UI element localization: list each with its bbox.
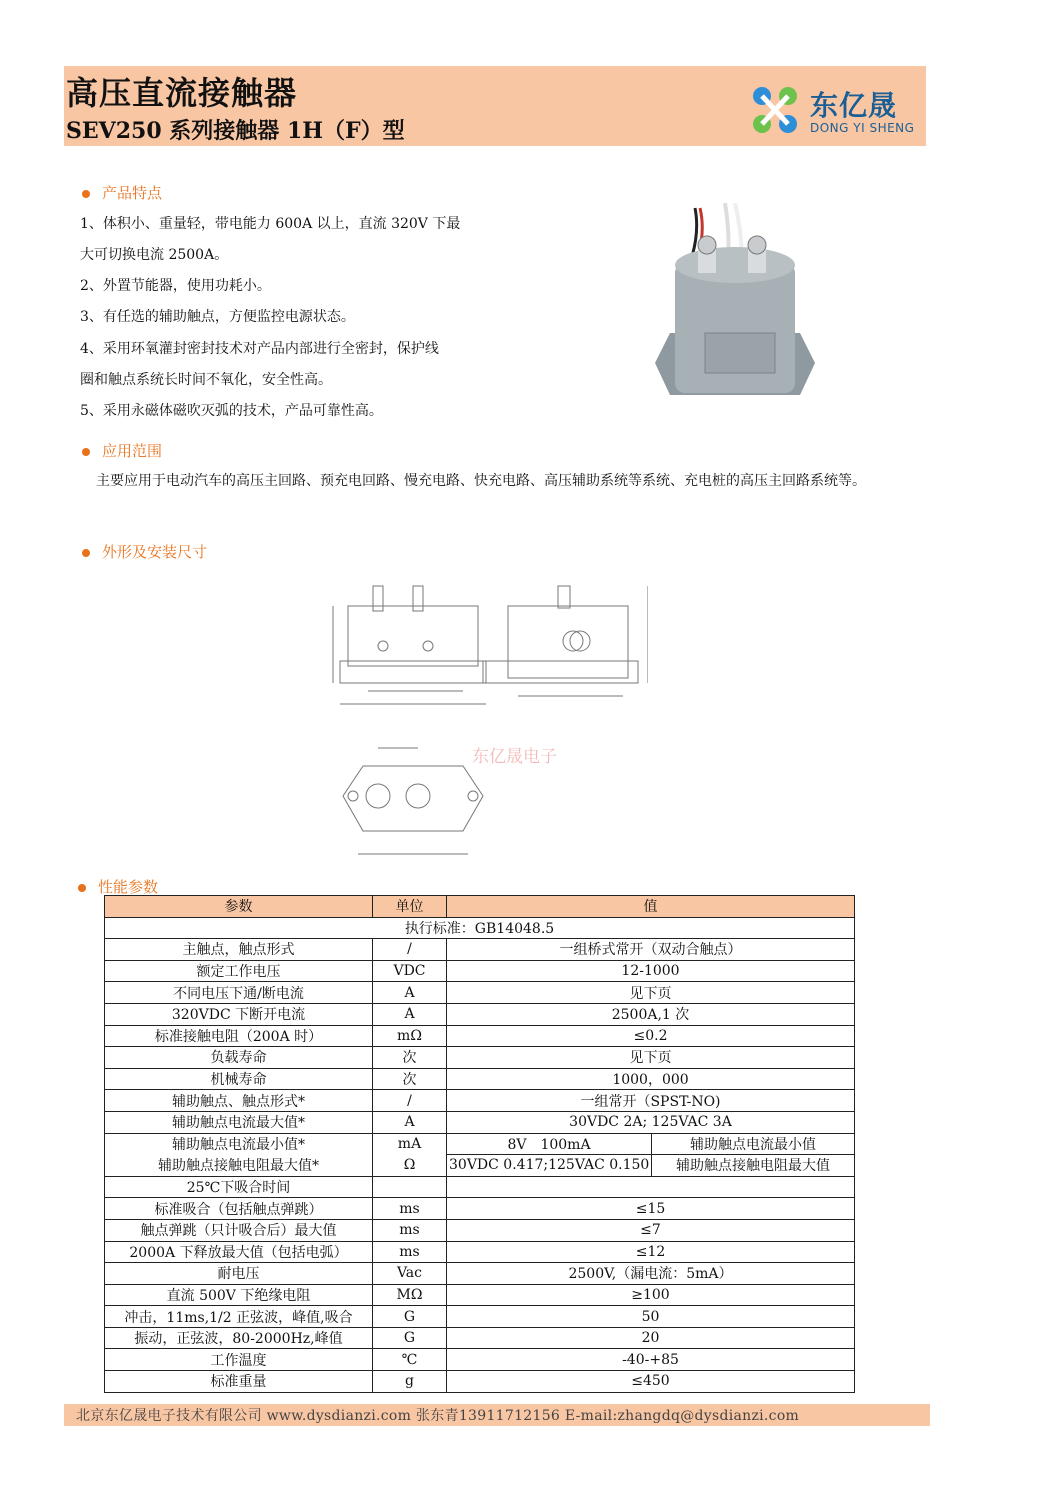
- value-cell: -40-+85: [447, 1349, 855, 1371]
- param-cell: 辅助触点、触点形式*: [105, 1090, 373, 1112]
- value-cell: 30VDC 0.417;125VAC 0.150: [447, 1155, 652, 1177]
- param-cell: 工作温度: [105, 1349, 373, 1371]
- feature-line: 5、采用永磁体磁吹灭弧的技术，产品可靠性高。: [80, 403, 383, 419]
- unit-cell: G: [373, 1327, 447, 1349]
- table-row: [105, 1176, 855, 1198]
- param-cell: 主触点，触点形式: [105, 939, 373, 961]
- table-row: [105, 1327, 855, 1349]
- param-cell: 320VDC 下断开电流: [105, 1003, 373, 1025]
- table-row: [105, 1047, 855, 1069]
- value-cell: ≤7: [447, 1219, 855, 1241]
- unit-cell: /: [373, 1090, 447, 1112]
- value-cell: 见下页: [447, 1047, 855, 1069]
- logo-subtitle: DONG YI SHENG: [810, 121, 915, 135]
- param-cell: 辅助触点电流最小值*: [105, 1133, 373, 1155]
- bullet-icon: [82, 549, 90, 557]
- column-header: 单位: [373, 896, 447, 918]
- unit-cell: 次: [373, 1047, 447, 1069]
- param-cell: 振动，正弦波，80-2000Hz,峰值: [105, 1327, 373, 1349]
- value-cell: 一组桥式常开（双动合触点）: [447, 939, 855, 961]
- param-cell: 耐电压: [105, 1263, 373, 1285]
- feature-line: 4、采用环氧灌封密封技术对产品内部进行全密封，保护线: [80, 341, 439, 357]
- unit-cell: G: [373, 1306, 447, 1328]
- spec-table: [104, 895, 855, 1393]
- product-photo: [650, 203, 820, 403]
- unit-cell: A: [373, 982, 447, 1004]
- application-text: 主要应用于电动汽车的高压主回路、预充电回路、慢充电路、快充电路、高压辅助系统等系统、充电桩的高压主回路系统等。: [96, 473, 866, 489]
- table-row: [105, 1025, 855, 1047]
- table-row: [105, 1306, 855, 1328]
- table-row: [105, 1219, 855, 1241]
- param-cell: 冲击，11ms,1/2 正弦波，峰值,吸合: [105, 1306, 373, 1328]
- table-row: [105, 1155, 855, 1177]
- value-cell: [447, 1176, 855, 1198]
- bullet-icon: [82, 448, 90, 456]
- param-cell: 辅助触点接触电阻最大值*: [105, 1155, 373, 1177]
- unit-cell: /: [373, 939, 447, 961]
- value-cell: 2500V,（漏电流：5mA）: [447, 1263, 855, 1285]
- dimension-drawing: [318, 556, 648, 868]
- column-header: 值: [447, 896, 855, 918]
- unit-cell: ms: [373, 1241, 447, 1263]
- value-cell: 30VDC 2A; 125VAC 3A: [447, 1111, 855, 1133]
- value-cell: 50: [447, 1306, 855, 1328]
- table-row: [105, 1263, 855, 1285]
- bullet-icon: [82, 190, 90, 198]
- value-cell: 见下页: [447, 982, 855, 1004]
- unit-cell: g: [373, 1371, 447, 1393]
- unit-cell: Vac: [373, 1263, 447, 1285]
- param-cell: 标准接触电阻（200A 时）: [105, 1025, 373, 1047]
- param-cell: 2000A 下释放最大值（包括电弧）: [105, 1241, 373, 1263]
- table-row: [105, 1003, 855, 1025]
- dimensions-heading: 外形及安装尺寸: [82, 541, 207, 562]
- table-header-row: [105, 896, 855, 918]
- feature-line: 3、有任选的辅助触点，方便监控电源状态。: [80, 309, 355, 325]
- unit-cell: mΩ: [373, 1025, 447, 1047]
- feature-line: 1、体积小、重量轻，带电能力 600A 以上，直流 320V 下最: [80, 216, 461, 232]
- table-row: [105, 1090, 855, 1112]
- table-row: [105, 1349, 855, 1371]
- value-cell: ≤450: [447, 1371, 855, 1393]
- page-title: 高压直流接触器: [66, 74, 298, 112]
- param-cell: 标准吸合（包括触点弹跳）: [105, 1198, 373, 1220]
- logo-name: 东亿晟: [810, 89, 898, 122]
- param-cell: 负载寿命: [105, 1047, 373, 1069]
- value-cell: 辅助触点接触电阻最大值: [652, 1155, 855, 1177]
- value-cell: 1000，000: [447, 1068, 855, 1090]
- value-cell: ≤15: [447, 1198, 855, 1220]
- value-cell: ≤12: [447, 1241, 855, 1263]
- application-heading: 应用范围: [82, 440, 162, 461]
- features-heading: 产品特点: [82, 182, 162, 203]
- table-row: [105, 1371, 855, 1393]
- table-row: [105, 1284, 855, 1306]
- unit-cell: mA: [373, 1133, 447, 1155]
- performance-heading: 性能参数: [78, 876, 158, 897]
- value-cell: 2500A,1 次: [447, 1003, 855, 1025]
- unit-cell: A: [373, 1111, 447, 1133]
- table-row: [105, 1068, 855, 1090]
- param-cell: 辅助触点电流最大值*: [105, 1111, 373, 1133]
- param-cell: 额定工作电压: [105, 960, 373, 982]
- unit-cell: [373, 1176, 447, 1198]
- value-cell: 辅助触点电流最小值: [652, 1133, 855, 1155]
- unit-cell: ms: [373, 1219, 447, 1241]
- unit-cell: A: [373, 1003, 447, 1025]
- column-header: 参数: [105, 896, 373, 918]
- value-cell: 12-1000: [447, 960, 855, 982]
- param-cell: 机械寿命: [105, 1068, 373, 1090]
- bullet-icon: [78, 884, 86, 892]
- feature-line: 圈和触点系统长时间不氧化，安全性高。: [80, 372, 332, 388]
- unit-cell: VDC: [373, 960, 447, 982]
- value-cell: ≤0.2: [447, 1025, 855, 1047]
- unit-cell: 次: [373, 1068, 447, 1090]
- table-row: [105, 960, 855, 982]
- table-row: [105, 1241, 855, 1263]
- value-cell: ≥100: [447, 1284, 855, 1306]
- watermark: 东亿晟电子: [472, 747, 557, 767]
- value-cell: 8V 100mA: [447, 1133, 652, 1155]
- feature-line: 2、外置节能器，使用功耗小。: [80, 278, 271, 294]
- table-row: [105, 917, 855, 939]
- footer-contact: 北京东亿晟电子技术有限公司 www.dysdianzi.com 张东青13911712156 E-mail:zhangdq@dysdianzi.com: [76, 1408, 800, 1424]
- unit-cell: ℃: [373, 1349, 447, 1371]
- table-row: [105, 982, 855, 1004]
- standard-cell: 执行标准：GB14048.5: [105, 917, 855, 939]
- table-row: [105, 1111, 855, 1133]
- feature-line: 大可切换电流 2500A。: [80, 247, 229, 263]
- table-row: [105, 939, 855, 961]
- page-subtitle: SEV250 系列接触器 1H（F）型: [66, 118, 405, 144]
- param-cell: 标准重量: [105, 1371, 373, 1393]
- param-cell: 25℃下吸合时间: [105, 1176, 373, 1198]
- param-cell: 直流 500V 下绝缘电阻: [105, 1284, 373, 1306]
- unit-cell: Ω: [373, 1155, 447, 1177]
- table-row: [105, 1133, 855, 1155]
- param-cell: 触点弹跳（只计吸合后）最大值: [105, 1219, 373, 1241]
- unit-cell: ms: [373, 1198, 447, 1220]
- table-row: [105, 1198, 855, 1220]
- param-cell: 不同电压下通/断电流: [105, 982, 373, 1004]
- unit-cell: MΩ: [373, 1284, 447, 1306]
- value-cell: 一组常开（SPST-NO): [447, 1090, 855, 1112]
- value-cell: 20: [447, 1327, 855, 1349]
